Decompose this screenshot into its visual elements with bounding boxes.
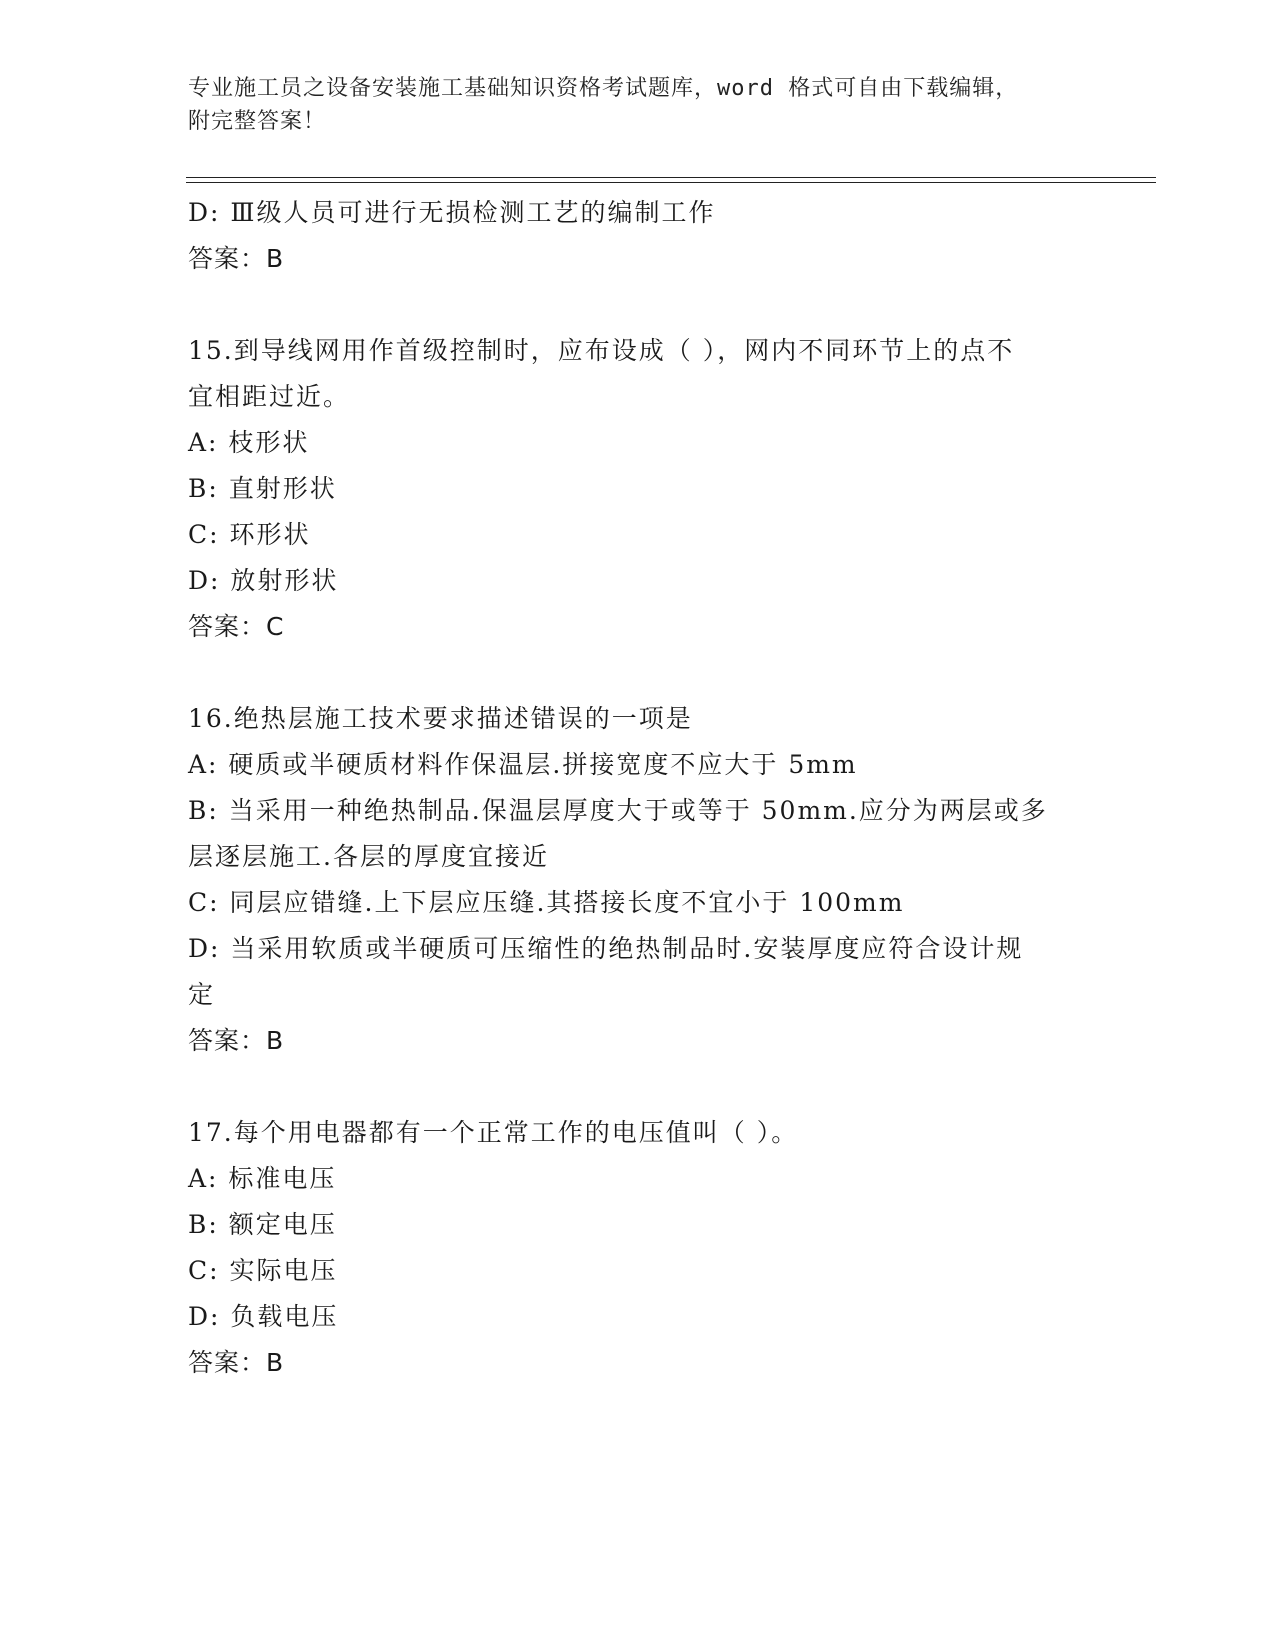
header-line-1: 专业施工员之设备安装施工基础知识资格考试题库，word 格式可自由下载编辑，	[188, 76, 1019, 101]
spacer	[188, 650, 1088, 696]
document-header	[188, 72, 1068, 138]
option-c: C: 环形状	[188, 520, 311, 549]
option-c: C: 实际电压	[188, 1256, 338, 1285]
answer: 答案：C	[188, 612, 285, 641]
option-d: D: 负载电压	[188, 1302, 339, 1331]
question-stem-text: 15.到导线网用作首级控制时，应布设成（ ），网内不同环节上的点不宜相距过近。	[188, 336, 1015, 411]
option-a: A: 枝形状	[188, 428, 310, 457]
answer: 答案：B	[188, 1348, 285, 1377]
spacer	[188, 282, 1088, 328]
question-stem	[188, 328, 1028, 420]
previous-question-tail	[188, 190, 1088, 282]
question-17	[188, 1110, 1088, 1386]
option-b: B: 直射形状	[188, 474, 337, 503]
answer: 答案：B	[188, 244, 285, 273]
option-d: D: Ⅲ级人员可进行无损检测工艺的编制工作	[188, 198, 716, 227]
answer: 答案：B	[188, 1026, 285, 1055]
option-c: C: 同层应错缝.上下层应压缝.其搭接长度不宜小于 100mm	[188, 888, 905, 917]
header-line-2: 附完整答案！	[188, 109, 327, 134]
question-stem: 16.绝热层施工技术要求描述错误的一项是	[188, 704, 693, 733]
option-d: D: 放射形状	[188, 566, 339, 595]
question-stem: 17.每个用电器都有一个正常工作的电压值叫（ ）。	[188, 1118, 799, 1147]
option-b: B: 额定电压	[188, 1210, 337, 1239]
question-list	[188, 190, 1088, 1386]
option-a: A: 硬质或半硬质材料作保温层.拼接宽度不应大于 5mm	[188, 750, 858, 779]
option-b: B: 当采用一种绝热制品.保温层厚度大于或等于 50mm.应分为两层或多层逐层施工.各层的厚度宜接近	[188, 796, 1048, 871]
header-divider-top	[186, 177, 1156, 178]
option-a: A: 标准电压	[188, 1164, 337, 1193]
question-16	[188, 696, 1088, 1064]
header-divider-bottom	[186, 182, 1156, 183]
question-15	[188, 328, 1088, 650]
spacer	[188, 1064, 1088, 1110]
option-d: D: 当采用软质或半硬质可压缩性的绝热制品时.安装厚度应符合设计规定	[188, 934, 1024, 1009]
